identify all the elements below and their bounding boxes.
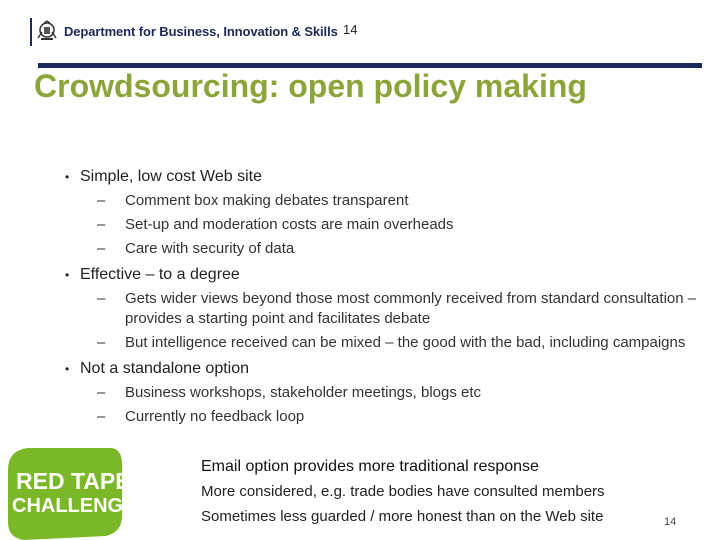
sub-bullet-text: Care with security of data [125,240,295,257]
header-divider [30,18,32,46]
logo-line1: RED TAPE [16,468,131,494]
sub-bullet-text: But intelligence received can be mixed – the good with the bad, including campaigns [125,334,686,351]
sub-bullet-text: Gets wider views beyond those most commonly received from standard consultation – provides a starting point and facilitates debate [125,290,697,327]
bullet-item [62,265,702,285]
dash-icon: – [97,334,106,351]
sub-bullet-item [62,239,702,259]
royal-crest-icon [36,20,58,42]
bullet-text: Simple, low cost Web site [80,168,262,185]
email-option-line: More considered, e.g. trade bodies have consulted members [201,483,605,500]
sub-bullet-text: Set-up and moderation costs are main overheads [125,216,454,233]
bullet-text: Effective – to a degree [80,266,240,283]
sub-bullet-item [62,289,702,329]
dash-icon: – [97,192,106,209]
department-name: Department for Business, Innovation & Skills [64,24,338,39]
sub-bullet-item [62,407,702,427]
bullet-dot-icon: • [65,170,70,184]
logo-line2: CHALLENGE [12,495,137,517]
red-tape-challenge-logo [8,446,137,540]
bullet-dot-icon: • [65,268,70,282]
sub-bullet-item [62,383,702,403]
dash-icon: – [97,240,106,257]
dash-icon: – [97,216,106,233]
sub-bullet-item [62,191,702,211]
footer-page-number: 14 [664,516,677,528]
bullet-text: Not a standalone option [80,360,250,377]
bullet-list [62,167,702,427]
dash-icon: – [97,408,106,425]
sub-bullet-item [62,215,702,235]
sub-bullet-text: Currently no feedback loop [125,408,305,425]
email-option-heading: Email option provides more traditional response [201,458,539,475]
bullet-item [62,167,702,187]
bullet-item [62,359,702,379]
dash-icon: – [97,290,106,307]
sub-bullet-text: Comment box making debates transparent [125,192,409,209]
dash-icon: – [97,384,106,401]
slide-header [30,14,720,50]
sub-bullet-text: Business workshops, stakeholder meetings, blogs etc [125,384,482,401]
header-page-number: 14 [343,22,358,37]
sub-bullet-item [62,333,702,353]
slide-title: Crowdsourcing: open policy making [34,68,587,104]
email-option-block [201,457,671,527]
email-option-line: Sometimes less guarded / more honest than on the Web site [201,508,604,525]
bullet-dot-icon: • [65,362,70,376]
